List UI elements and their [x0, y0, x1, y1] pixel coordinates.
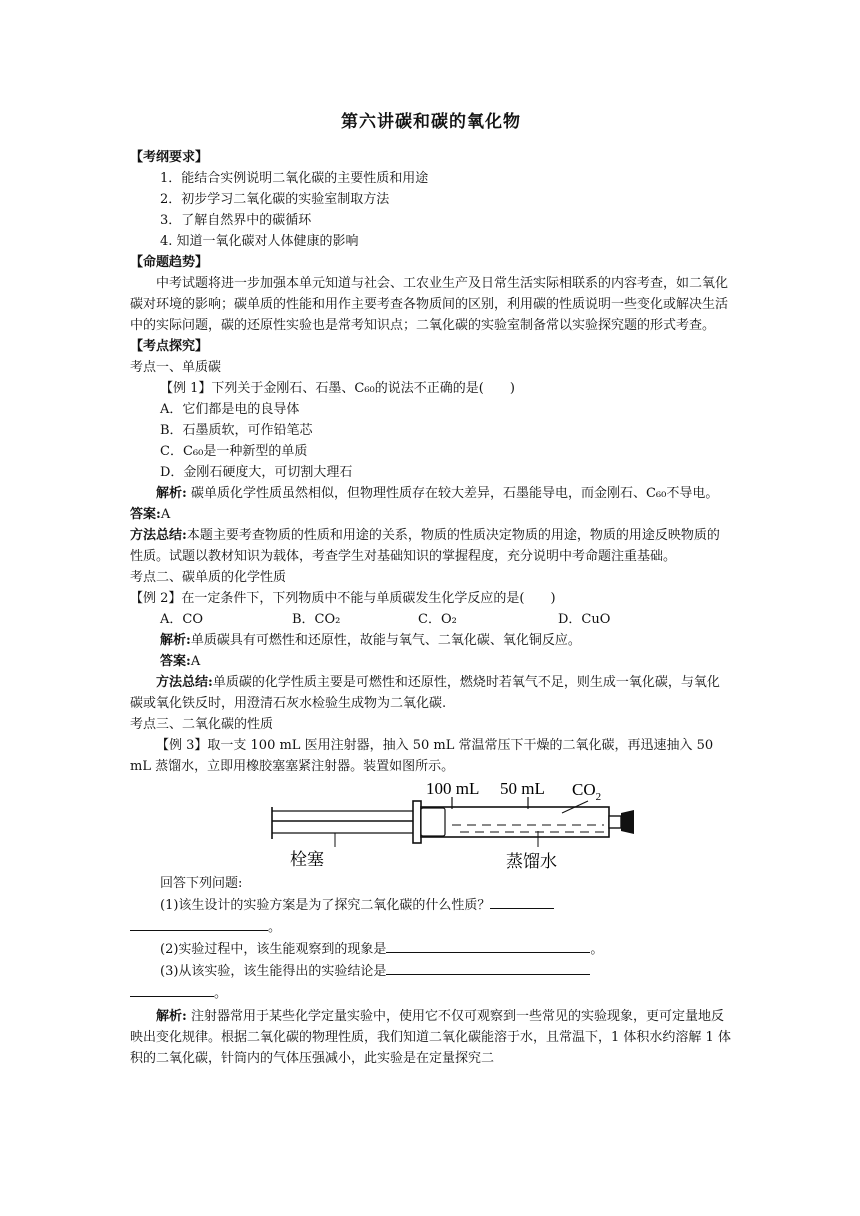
section-heading-explore: 【考点探究】: [130, 339, 209, 354]
example3-question: 【例 3】取一支 100 mL 医用注射器，抽入 50 mL 常温常压下干燥的二氧化碳，再迅速抽入 50 mL 蒸馏水，立即用橡胶塞塞紧注射器。装置如图所示。: [130, 738, 714, 774]
label-water: 蒸馏水: [506, 852, 557, 871]
analysis-text: 注射器常用于某些化学定量实验中，使用它不仅可观察到一些常见的实验现象，更可定量地反映出变化规律。根据二氧化碳的物理性质，我们知道二氧化碳能溶于水，且常温下，1 体积水约溶解 1 体积的二氧化碳，针筒内的气体压强减小，此实验是在定量探究二: [130, 1009, 731, 1066]
example2-option: A．CO: [160, 612, 203, 627]
answer-label: 答案:: [160, 654, 191, 669]
example1-option: B．石墨质软，可作铅笔芯: [160, 423, 313, 438]
question-3-end: 。: [214, 986, 228, 1001]
label-100ml: 100 mL: [426, 781, 480, 798]
section-heading-kaogang: 【考纲要求】: [130, 150, 209, 165]
syringe-figure: [130, 781, 732, 871]
syringe-flange: [413, 801, 421, 843]
document-page: [130, 112, 732, 1069]
question-3-cont: [130, 982, 732, 1004]
method-text: 单质碳的化学性质主要是可燃性和还原性，燃烧时若氧气不足，则生成一氧化碳，与氧化碳或氧化铁反时，用澄清石灰水检验生成物为二氧化碳.: [130, 675, 720, 711]
method-label: 方法总结:: [130, 528, 187, 543]
kaogang-item: 2．初步学习二氧化碳的实验室制取方法: [160, 192, 390, 207]
kaogang-item: 3．了解自然界中的碳循环: [160, 213, 312, 228]
answer-label: 答案:: [130, 507, 161, 522]
example2-option: B．CO₂: [292, 612, 341, 627]
analysis-label: 解析:: [156, 486, 187, 501]
question-2-end: 。: [590, 942, 604, 957]
label-plunger: 栓塞: [290, 850, 324, 870]
analysis-label: 解析:: [156, 1009, 187, 1024]
example2-options: [130, 609, 732, 630]
analysis-label: 解析:: [160, 633, 191, 648]
section-heading-trend: 【命题趋势】: [130, 255, 209, 270]
point1-title: 考点一、单质碳: [130, 360, 222, 375]
question-1-cont: [130, 916, 732, 938]
rubber-stopper: [621, 810, 634, 834]
example1-answer: [130, 504, 732, 525]
kaogang-item: 4. 知道一氧化碳对人体健康的影响: [160, 234, 359, 249]
point2-title: 考点二、碳单质的化学性质: [130, 570, 287, 585]
example2-analysis: [130, 630, 732, 651]
example1-option: C．C₆₀是一种新型的单质: [160, 444, 308, 459]
analysis-text: 碳单质化学性质虽然相似，但物理性质存在较大差异，石墨能导电，而金刚石、C₆₀不导电。: [190, 486, 719, 501]
point3-title: 考点三、二氧化碳的性质: [130, 717, 274, 732]
example1-option: A．它们都是电的良导体: [160, 402, 300, 417]
example1-method: [130, 525, 732, 567]
syringe-diagram: [130, 781, 732, 871]
example2-method: [130, 672, 732, 714]
answer-value: A: [190, 654, 201, 669]
answer-blank[interactable]: [130, 916, 268, 931]
page-title: 第六讲碳和碳的氧化物: [341, 112, 521, 132]
example2-question: 【例 2】在一定条件下，下列物质中不能与单质碳发生化学反应的是( ): [130, 591, 556, 606]
example1-option: D．金刚石硬度大，可切割大理石: [160, 465, 353, 480]
example1-analysis: [130, 483, 732, 504]
answer-value: A: [160, 507, 171, 522]
label-50ml: 50 mL: [500, 781, 545, 798]
syringe-nozzle: [609, 816, 621, 828]
example1-question: 【例 1】下列关于金刚石、石墨、C₆₀的说法不正确的是( ): [160, 381, 515, 396]
example2-option: D．CuO: [558, 612, 611, 627]
method-text: 本题主要考查物质的性质和用途的关系，物质的性质决定物质的用途，物质的用途反映物质的性质。试题以教材知识为载体，考查学生对基础知识的掌握程度，充分说明中考命题注重基础。: [130, 528, 720, 564]
trend-paragraph: 中考试题将进一步加强本单元知道与社会、工农业生产及日常生活实际相联系的内容考查，如二氧化碳对环境的影响；碳单质的性能和用作主要考查各物质间的区别，利用碳的性质说明一些变化或解决生活中的实际问题，碳的还原性实验也是常考知识点；二氧化碳的实验室制备常以实验探究题的形式考查。: [130, 276, 729, 333]
answer-blank[interactable]: [490, 894, 554, 909]
syringe-piston: [421, 808, 445, 836]
analysis-text: 单质碳具有可燃性和还原性，故能与氧气、二氧化碳、氧化铜反应。: [190, 633, 581, 648]
example2-answer: [130, 651, 732, 672]
question-1: [130, 894, 732, 916]
answer-blank[interactable]: [386, 938, 590, 953]
question-2-text: (2)实验过程中，该生能观察到的现象是: [160, 942, 387, 957]
answer-intro: 回答下列问题:: [160, 876, 243, 891]
example2-option: C．O₂: [418, 612, 457, 627]
label-co2: $CO_2$: [572, 781, 602, 803]
answer-blank[interactable]: [386, 960, 590, 975]
method-label: 方法总结:: [156, 675, 213, 690]
example3-analysis: [130, 1006, 732, 1069]
question-1-text: (1)该生设计的实验方案是为了探究二氧化碳的什么性质？: [160, 898, 491, 913]
kaogang-item: 1．能结合实例说明二氧化碳的主要性质和用途: [160, 171, 429, 186]
answer-blank[interactable]: [130, 982, 214, 997]
question-3: [130, 960, 732, 982]
question-3-text: (3)从该实验，该生能得出的实验结论是: [160, 964, 387, 979]
question-1-end: 。: [268, 920, 282, 935]
question-2: [130, 938, 732, 960]
